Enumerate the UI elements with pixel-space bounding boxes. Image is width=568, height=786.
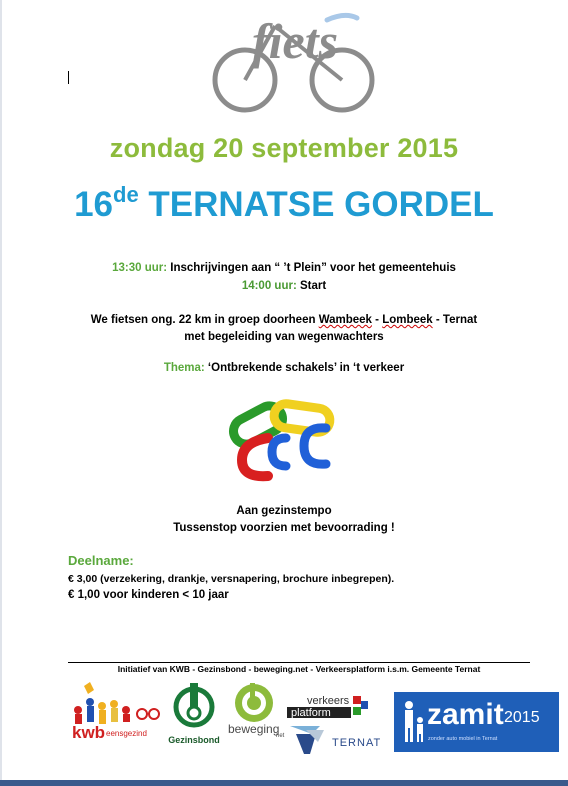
zamit-logo-text: zamit bbox=[427, 698, 504, 731]
schedule-line-1 bbox=[0, 262, 568, 274]
beweging-logo-text: beweging bbox=[228, 722, 280, 736]
title-text: TERNATSE GORDEL bbox=[138, 185, 494, 224]
title-superscript: de bbox=[113, 182, 139, 207]
theme-line bbox=[0, 362, 568, 374]
page-bottom-bar bbox=[0, 780, 568, 786]
verkeers-logo-text: verkeers bbox=[307, 695, 350, 707]
schedule-text: Inschrijvingen aan “ ’t Plein” voor het gemeentehuis bbox=[167, 262, 456, 274]
ternat-logo bbox=[288, 724, 386, 756]
page-left-border bbox=[0, 0, 2, 786]
route-line-1 bbox=[0, 314, 568, 326]
route-prefix: We fietsen ong. 22 km in groep doorheen bbox=[90, 314, 319, 326]
schedule-time: 14:00 uur: bbox=[241, 280, 297, 292]
footer-initiative: Initiatief van KWB - Gezinsbond - beweging.net - Verkeersplatform i.s.m. Gemeente Ternat bbox=[117, 664, 481, 674]
kwb-logo-text: kwb bbox=[72, 723, 106, 742]
participation-adult-price: € 3,00 (verzekering, drankje, versnapering, brochure inbegrepen). bbox=[68, 573, 395, 585]
ternat-logo-text: TERNAT bbox=[332, 737, 382, 749]
zamit-logo bbox=[394, 692, 559, 752]
schedule-text: Start bbox=[296, 280, 327, 292]
participation-child-price: € 1,00 voor kinderen < 10 jaar bbox=[68, 589, 229, 601]
route-place-lombeek: Lombeek bbox=[382, 314, 433, 326]
gezinsbond-logo bbox=[168, 681, 220, 749]
schedule-time: 13:30 uur: bbox=[112, 262, 168, 274]
beweging-logo bbox=[226, 681, 288, 739]
event-title bbox=[0, 182, 568, 225]
title-number: 16 bbox=[74, 185, 114, 224]
route-dash: - bbox=[371, 314, 383, 326]
route-place-wambeek: Wambeek bbox=[318, 314, 372, 326]
theme-text: ‘Ontbrekende schakels’ in ‘t verkeer bbox=[204, 362, 405, 374]
pace-line-2: Tussenstop voorzien met bevoorrading ! bbox=[173, 522, 395, 534]
kwb-logo-subtext: eensgezind bbox=[106, 729, 147, 738]
route-suffix: - Ternat bbox=[432, 314, 478, 326]
text-cursor bbox=[68, 71, 69, 84]
route-line-2: met begeleiding van wegenwachters bbox=[184, 331, 384, 343]
theme-label: Thema: bbox=[163, 362, 205, 374]
zamit-logo-subtext: zonder auto mobiel in Ternat bbox=[428, 736, 498, 742]
fiets-logo-text: fiets bbox=[251, 13, 339, 69]
beweging-logo-subtext: net bbox=[276, 733, 285, 739]
participation-heading: Deelname: bbox=[68, 553, 134, 568]
gezinsbond-logo-text: Gezinsbond bbox=[168, 735, 220, 745]
platform-logo-text: platform bbox=[291, 707, 331, 719]
zamit-logo-year: 2015 bbox=[504, 709, 540, 726]
schedule-line-2 bbox=[0, 280, 568, 292]
chain-links-image bbox=[228, 398, 340, 486]
fiets-bike-logo bbox=[205, 6, 385, 116]
kwb-logo bbox=[66, 680, 161, 744]
family-icon bbox=[400, 700, 426, 744]
pace-line-1: Aan gezinstempo bbox=[236, 505, 332, 517]
event-date: zondag 20 september 2015 bbox=[109, 133, 459, 163]
verkeersplatform-logo bbox=[287, 693, 369, 719]
footer-separator bbox=[68, 662, 530, 663]
